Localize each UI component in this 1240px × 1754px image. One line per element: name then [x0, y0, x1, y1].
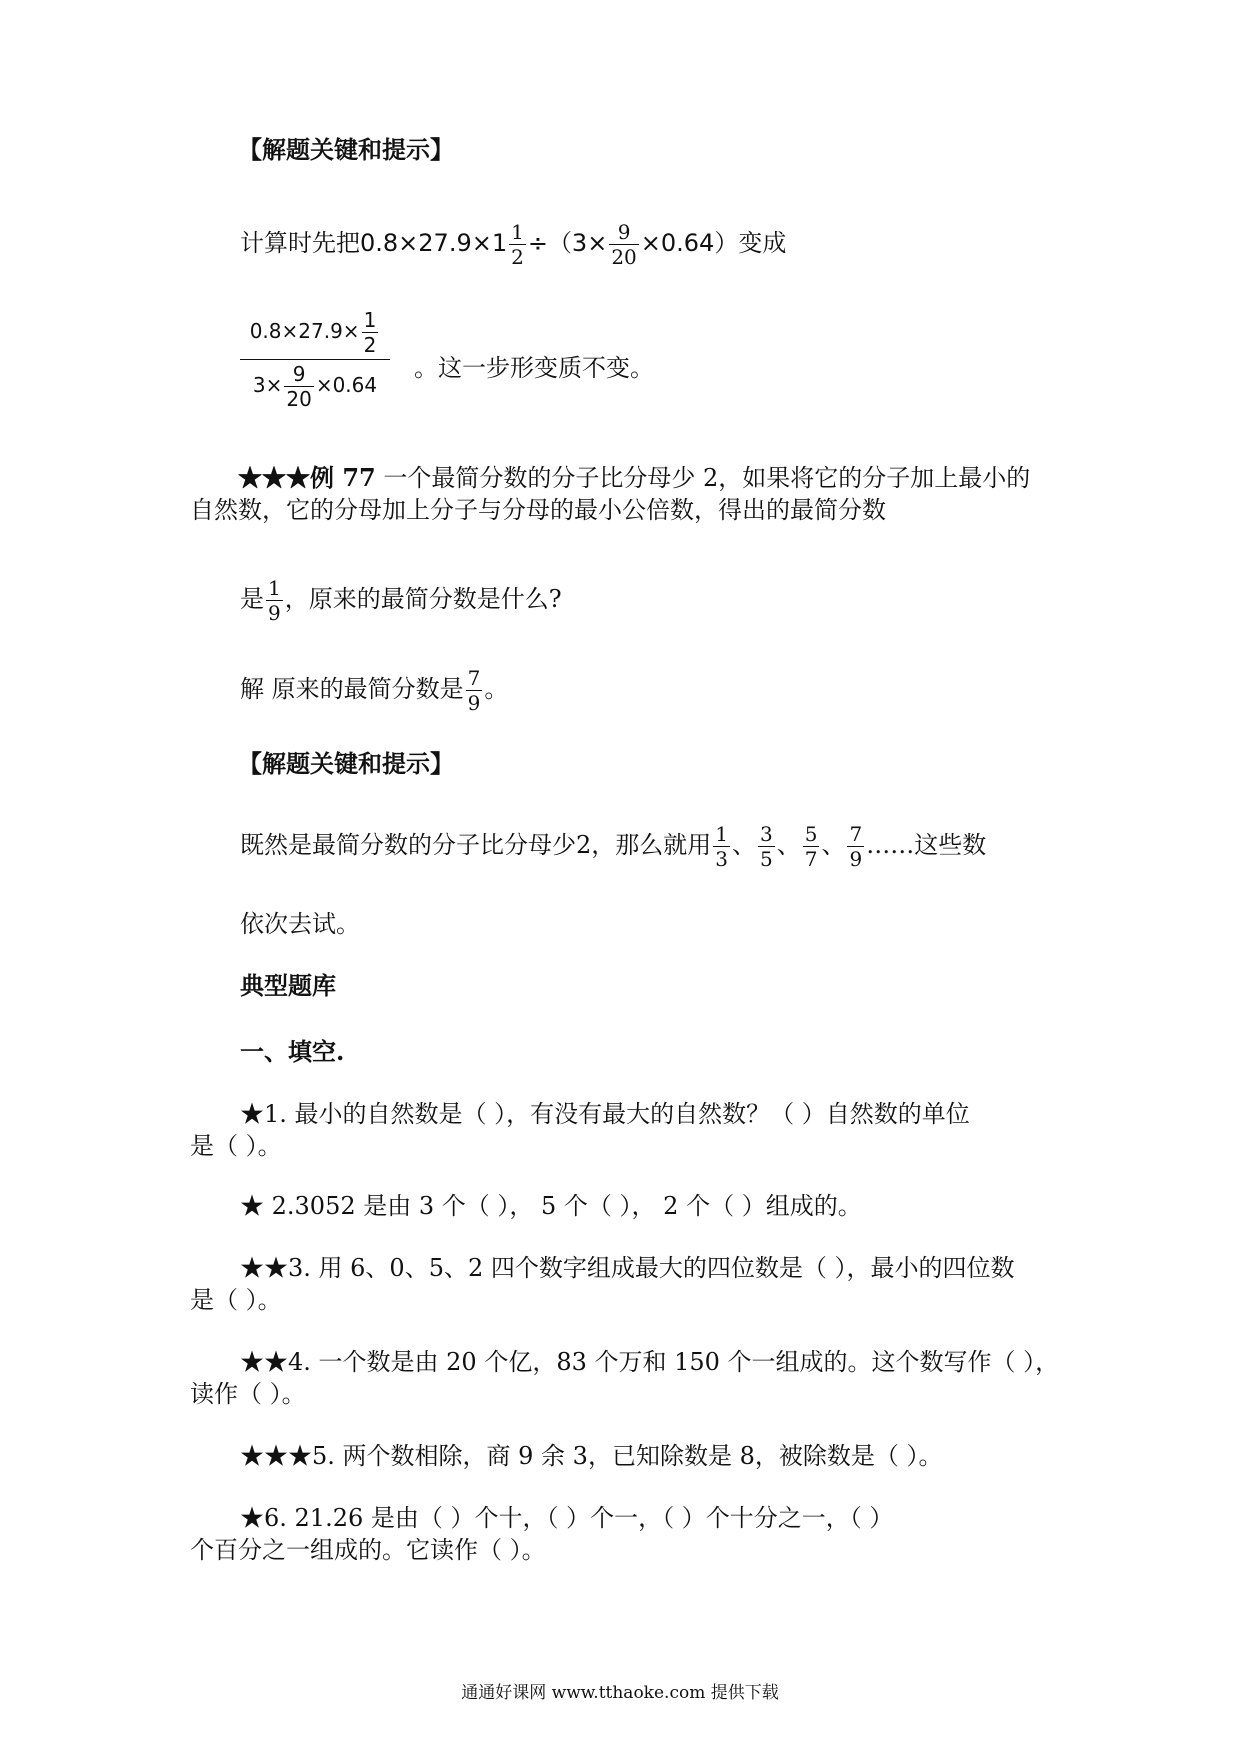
example-text-prefix: 是 [240, 585, 264, 613]
question-2-line-1: ★ 2.3052 是由 3 个（ ）， 5 个（ ）， 2 个（ ）组成的。 [240, 1192, 862, 1220]
numerator-fraction [362, 308, 379, 357]
frac-den: 3 [715, 847, 729, 871]
calc-prefix: 计算时先把0.8×27.9×1 [240, 229, 508, 257]
example-text-suffix: ，原来的最简分数是什么? [284, 585, 562, 613]
frac-den: 2 [363, 333, 377, 357]
calc-suffix: ×0.64）变成 [640, 229, 787, 257]
frac-den: 20 [286, 387, 312, 411]
frac-den: 7 [804, 847, 818, 871]
denominator-suffix: ×0.64 [315, 373, 378, 397]
subsection-title: 一、填空. [240, 1037, 345, 1066]
answer-fraction [466, 666, 483, 715]
question-1-line-1: ★1. 最小的自然数是（ ），有没有最大的自然数？（ ）自然数的单位 [240, 1100, 970, 1128]
example-77-line-3 [240, 576, 562, 625]
example-label: ★★★例 77 [238, 463, 376, 492]
question-3-line-2: 是（ ）。 [190, 1286, 282, 1314]
example-77-line-2: 自然数，它的分母加上分子与分母的最小公倍数，得出的最简分数 [190, 496, 886, 524]
page-footer: 通通好课网 www.tthaoke.com 提供下载 [461, 1683, 779, 1703]
hint-suffix: ……这些数 [866, 831, 987, 859]
hint-2-line-2: 依次去试。 [240, 910, 360, 938]
frac-den: 2 [511, 245, 524, 269]
hint-title-2: 【解题关键和提示】 [238, 749, 454, 778]
example-77-line-1 [238, 462, 1030, 494]
complex-fraction-numerator [240, 308, 390, 357]
frac-num: 1 [363, 308, 377, 332]
complex-fraction [240, 308, 390, 411]
question-6-line-1: ★6. 21.26 是由（ ）个十，（ ）个一，（ ）个十分之一，（ ） [240, 1504, 894, 1532]
answer-line [240, 666, 508, 715]
hint-2-line-1 [240, 822, 986, 871]
frac-num: 3 [760, 822, 773, 846]
question-1-line-2: 是（ ）。 [190, 1132, 282, 1160]
example-text-1: 一个最简分数的分子比分母少 2，如果将它的分子加上最小的 [383, 464, 1031, 492]
frac-num: 5 [804, 822, 818, 846]
question-4-line-1: ★★4. 一个数是由 20 个亿，83 个万和 150 个一组成的。这个数写作（ ）， [240, 1348, 1060, 1376]
calc-fraction-1 [509, 220, 526, 269]
frac-den: 9 [467, 691, 481, 715]
section-title: 典型题库 [240, 971, 336, 1000]
example-fraction [266, 576, 283, 625]
frac-den: 9 [849, 847, 863, 871]
frac-den: 20 [611, 245, 637, 269]
separator: 、 [732, 831, 757, 859]
frac-num: 1 [715, 822, 729, 846]
hint-fraction-4 [847, 822, 864, 871]
denominator-prefix: 3× [252, 373, 283, 397]
question-6-line-2: 个百分之一组成的。它读作（ ）。 [190, 1536, 546, 1564]
separator: 、 [821, 831, 846, 859]
separator: 、 [776, 831, 801, 859]
question-3-line-1: ★★3. 用 6、0、5、2 四个数字组成最大的四位数是（ ），最小的四位数 [240, 1254, 1015, 1282]
numerator-text: 0.8×27.9× [249, 319, 360, 343]
question-4-line-2: 读作（ ）。 [190, 1380, 306, 1408]
calc-mid: ÷（3× [527, 229, 608, 257]
frac-den: 5 [760, 847, 773, 871]
frac-num: 9 [292, 362, 306, 386]
complex-fraction-denominator [240, 362, 390, 411]
frac-den: 9 [268, 601, 281, 625]
frac-num: 1 [511, 220, 524, 244]
frac-num: 1 [268, 576, 281, 600]
fraction-bar [240, 359, 390, 360]
hint-fraction-3 [803, 822, 820, 871]
hint-title-1: 【解题关键和提示】 [238, 135, 454, 164]
answer-prefix: 解 原来的最简分数是 [240, 675, 464, 703]
frac-num: 7 [467, 666, 481, 690]
hint-fraction-2 [758, 822, 775, 871]
answer-suffix: 。 [484, 675, 509, 703]
hint-fraction-1 [713, 822, 730, 871]
frac-num: 9 [617, 220, 631, 244]
denominator-fraction [284, 362, 313, 411]
frac-num: 7 [849, 822, 863, 846]
calc-fraction-2 [609, 220, 638, 269]
calc-line [240, 220, 786, 269]
hint-prefix: 既然是最简分数的分子比分母少2，那么就用 [240, 831, 712, 859]
fraction-comment: 。这一步形变质不变。 [414, 354, 654, 382]
question-5-line-1: ★★★5. 两个数相除，商 9 余 3，已知除数是 8，被除数是（ ）。 [240, 1442, 943, 1470]
